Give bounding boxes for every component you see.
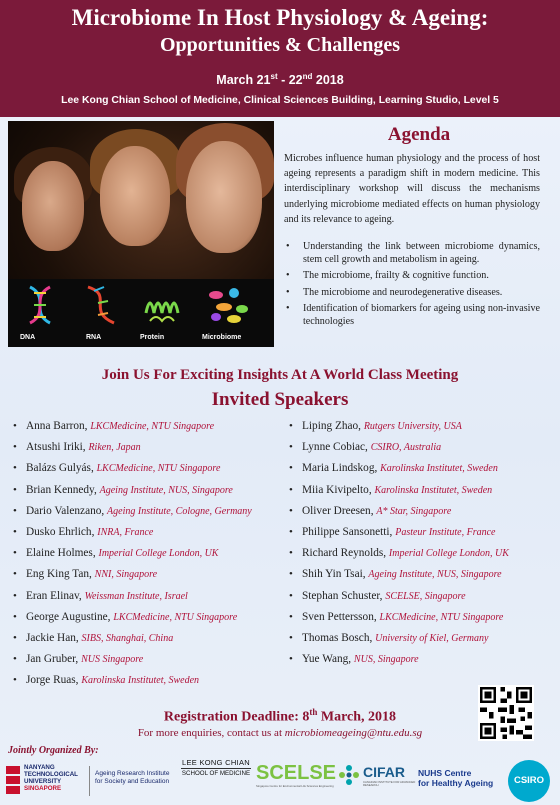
molecule-strip	[8, 279, 274, 347]
rna-icon	[78, 283, 126, 327]
enquiry-line: For more enquiries, contact us at microbiomeageing@ntu.edu.sg	[137, 727, 423, 739]
rna-caption: RNA	[86, 334, 102, 341]
speaker-item: • Eng King Tan, NNI, Singapore	[12, 566, 282, 587]
invited-speakers-heading: Invited Speakers	[211, 389, 349, 410]
event-date: March 21st - 22nd 2018	[216, 72, 344, 88]
agenda-heading: Agenda	[387, 124, 451, 145]
protein-icon	[140, 283, 188, 327]
registration-deadline: Registration Deadline: 8th March, 2018	[163, 707, 397, 725]
ageing-research-institute-logo: Ageing Research Institute for Society and Education	[95, 770, 170, 785]
speaker-item: • Anna Barron, LKCMedicine, NTU Singapore	[12, 418, 282, 439]
speaker-item: • Oliver Dreesen, A* Star, Singapore	[288, 503, 558, 524]
speaker-item: • Lynne Cobiac, CSIRO, Australia	[288, 439, 558, 460]
speaker-item: • Dario Valenzano, Ageing Institute, Cologne, Germany	[12, 503, 282, 524]
scelse-logo: SCELSE Singapore Centre for Environmental Life Sciences Engineering	[256, 762, 337, 788]
speaker-item: • Stephan Schuster, SCELSE, Singapore	[288, 588, 558, 609]
cifar-emblem-icon	[338, 764, 360, 786]
agenda-bullet: • Understanding the link between microbiome dynamics, stem cell growth and metabolism in ageing.	[284, 240, 540, 266]
contact-email-link[interactable]: microbiomeageing@ntu.edu.sg	[284, 727, 423, 739]
speaker-item: • Jackie Han, SIBS, Shanghai, China	[12, 630, 282, 651]
microbiome-icon	[204, 283, 252, 327]
agenda-bullet: • The microbiome and neurodegenerative diseases.	[284, 286, 540, 299]
speaker-item: • George Augustine, LKCMedicine, NTU Singapore	[12, 609, 282, 630]
agenda-bullets	[284, 240, 540, 331]
speaker-item: • Richard Reynolds, Imperial College London, UK	[288, 545, 558, 566]
speaker-item: • Yue Wang, NUS, Singapore	[288, 651, 558, 672]
lkc-medicine-logo: LEE KONG CHIAN SCHOOL OF MEDICINE	[181, 758, 251, 777]
agenda-bullet: • Identification of biomarkers for ageing using non-invasive technologies	[284, 302, 540, 328]
child-face-image	[22, 161, 84, 251]
woman-face-image	[100, 146, 170, 246]
generations-photo	[8, 121, 274, 347]
protein-caption: Protein	[140, 334, 165, 341]
event-title-line2: Opportunities & Challenges	[159, 34, 401, 56]
speaker-item: • Brian Kennedy, Ageing Institute, NUS, Singapore	[12, 482, 282, 503]
elderly-face-image	[186, 141, 262, 253]
speaker-item: • Sven Pettersson, LKCMedicine, NTU Singapore	[288, 609, 558, 630]
speaker-item: • Elaine Holmes, Imperial College London, UK	[12, 545, 282, 566]
dna-caption: DNA	[20, 334, 36, 341]
speaker-item: • Shih Yin Tsai, Ageing Institute, NUS, Singapore	[288, 566, 558, 587]
dna-icon	[16, 283, 64, 327]
join-heading: Join Us For Exciting Insights At A World Class Meeting	[101, 367, 459, 383]
speaker-item: • Balázs Gulyás, LKCMedicine, NTU Singapore	[12, 460, 282, 481]
speaker-item: • Miia Kivipelto, Karolinska Institutet, Sweden	[288, 482, 558, 503]
speaker-item: • Maria Lindskog, Karolinska Institutet, Sweden	[288, 460, 558, 481]
agenda-intro: Microbes influence human physiology and the process of host ageing represents a paradigm shift in modern medicine. This interdisciplinary workshop will discuss the mechanisms underlying microbiome mediated effects on human physiology and its relevance to ageing.	[284, 153, 540, 225]
speakers-right-column	[288, 418, 558, 672]
organizer-logos: NANYANG TECHNOLOGICAL UNIVERSITY SINGAPORE Ageing Research Institute for Society and Education LEE KONG CHIAN SCHOOL OF MEDICINE SCELSE Singapore Centre for Environmental Life Sciences Engineering CIFAR CANADIAN INSTITUTE FOR ADVANCED RESEARCH NUHS Centre for Healthy Ageing CSIRO	[0, 758, 560, 805]
speaker-item: • Dusko Ehrlich, INRA, France	[12, 524, 282, 545]
speaker-item: • Eran Elinav, Weissman Institute, Israel	[12, 588, 282, 609]
csiro-logo: CSIRO	[508, 760, 550, 802]
event-venue: Lee Kong Chian School of Medicine, Clinical Sciences Building, Learning Studio, Level 5	[61, 95, 499, 106]
jointly-organized-label: Jointly Organized By:	[8, 745, 99, 756]
event-title-line1: Microbiome In Host Physiology & Ageing:	[71, 5, 489, 30]
qr-code-icon[interactable]	[478, 685, 534, 741]
speakers-left-column	[12, 418, 282, 693]
header-banner	[0, 0, 560, 117]
microbiome-caption: Microbiome	[202, 334, 242, 341]
speaker-item: • Atsushi Iriki, Riken, Japan	[12, 439, 282, 460]
speaker-item: • Thomas Bosch, University of Kiel, Germany	[288, 630, 558, 651]
ntu-crest-icon	[6, 766, 20, 796]
agenda-bullet: • The microbiome, frailty & cognitive function.	[284, 269, 540, 282]
ntu-logo: NANYANG TECHNOLOGICAL UNIVERSITY SINGAPORE	[6, 764, 86, 802]
speaker-item: • Philippe Sansonetti, Pasteur Institute, France	[288, 524, 558, 545]
speaker-item: • Jan Gruber, NUS Singapore	[12, 651, 282, 672]
speaker-item: • Liping Zhao, Rutgers University, USA	[288, 418, 558, 439]
speaker-item: • Jorge Ruas, Karolinska Institutet, Sweden	[12, 672, 282, 693]
nuhs-centre-logo: NUHS Centre for Healthy Ageing	[418, 768, 494, 788]
